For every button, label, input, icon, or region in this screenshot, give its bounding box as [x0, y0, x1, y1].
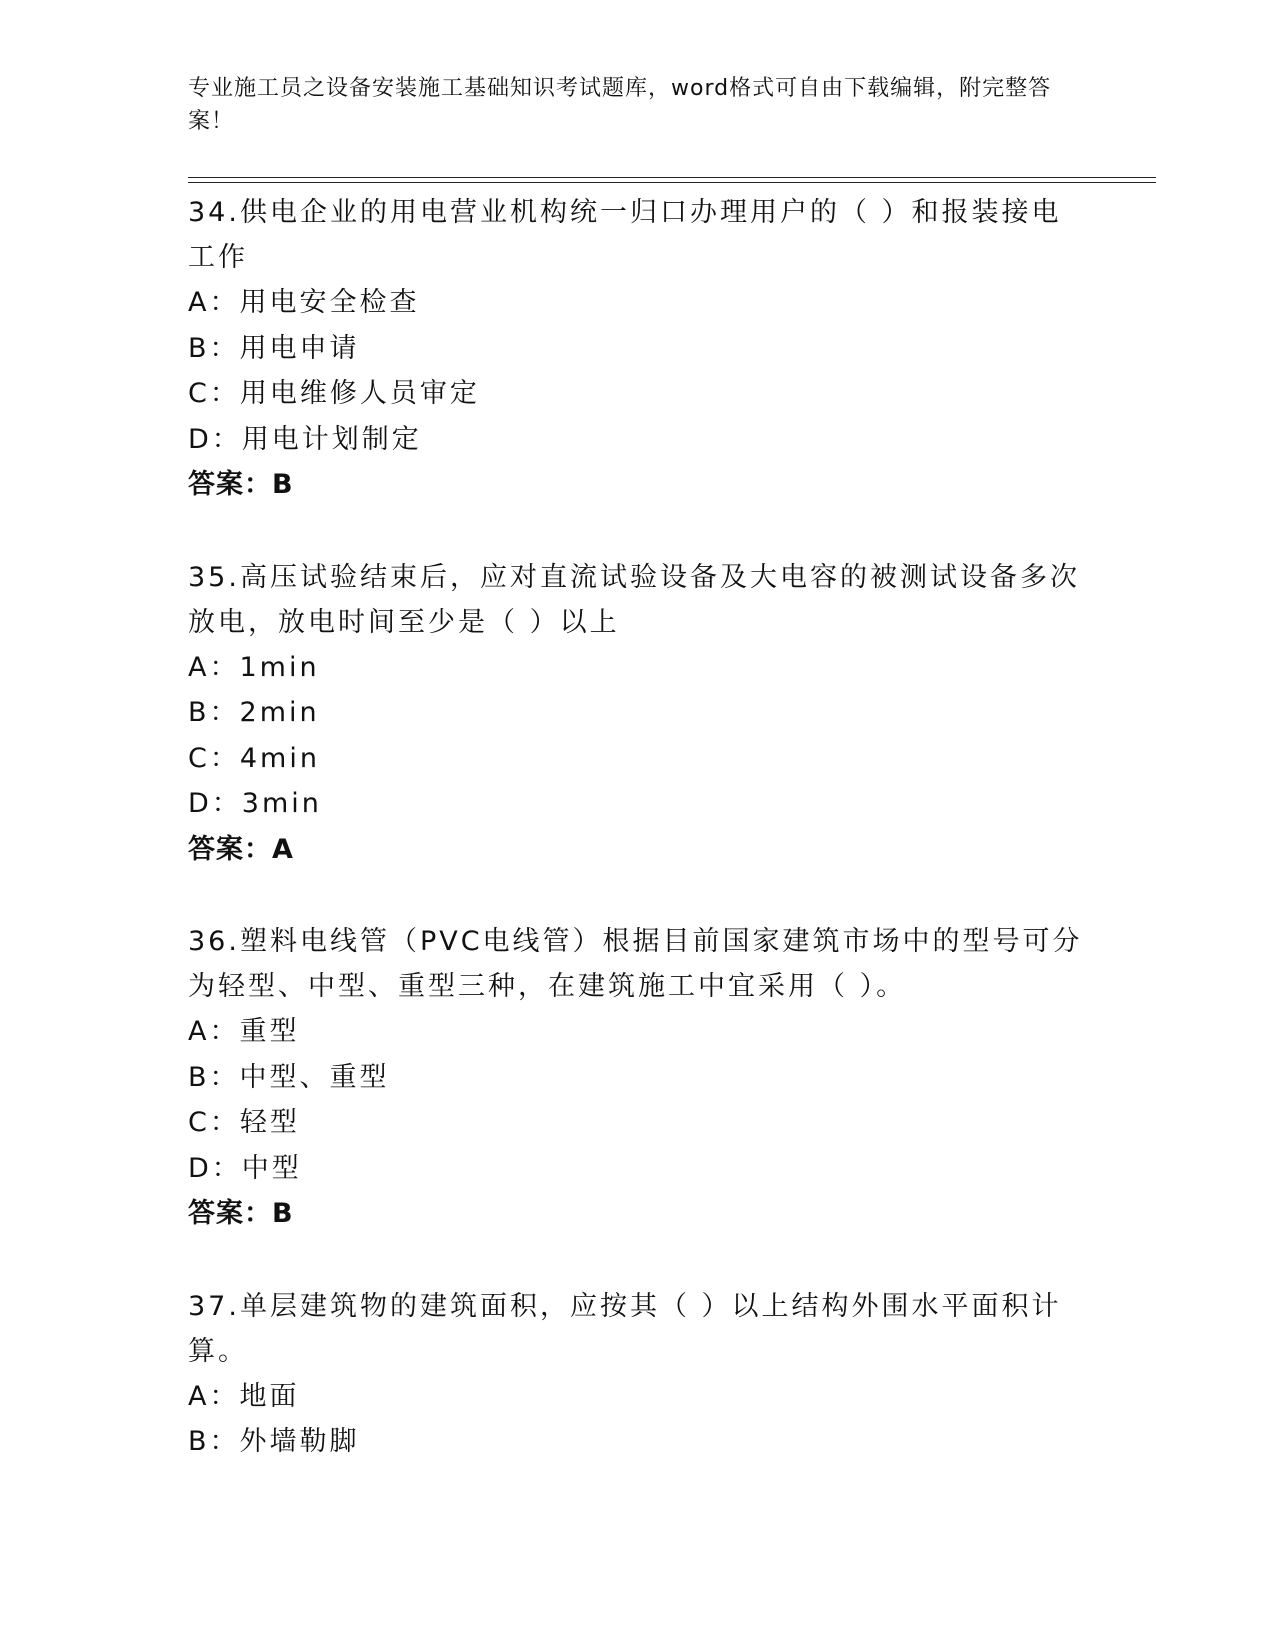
option-letter: B： [188, 1426, 240, 1457]
option-text: 轻型 [239, 1107, 300, 1138]
header-divider-bottom [188, 182, 1156, 183]
option-letter: B： [188, 1061, 240, 1093]
option-text: 用电申请 [239, 332, 360, 364]
option-b [188, 1055, 1088, 1101]
option-letter: D： [188, 423, 242, 455]
question-number: 34. [188, 197, 240, 228]
option-text: 中型 [241, 1152, 302, 1184]
option-a [188, 1009, 1088, 1055]
question-text: 供电企业的用电营业机构统一归口办理用户的（ ）和报装接电工作 [188, 197, 1062, 273]
option-c [188, 371, 1088, 417]
option-text: 用电计划制定 [241, 423, 422, 455]
option-c [188, 1100, 1088, 1146]
answer-line: 答案：B [188, 469, 294, 500]
option-text: 外墙勒脚 [239, 1426, 360, 1457]
document-header [188, 72, 1078, 138]
option-letter: D： [188, 788, 242, 819]
question-36 [188, 919, 1088, 1237]
option-b [188, 326, 1088, 372]
option-d [188, 781, 1088, 827]
option-a [188, 280, 1088, 326]
option-a [188, 645, 1088, 691]
option-letter: A： [188, 1016, 240, 1047]
option-text: 4min [239, 742, 320, 774]
option-letter: C： [188, 1107, 240, 1138]
option-d [188, 417, 1088, 463]
answer-line: 答案：B [188, 1198, 294, 1229]
option-letter: B： [188, 332, 240, 364]
option-letter: B： [188, 697, 240, 728]
header-text: 专业施工员之设备安装施工基础知识考试题库，word格式可自由下载编辑，附完整答案！ [188, 76, 1052, 134]
option-text: 1min [239, 651, 320, 683]
option-b [188, 1419, 1088, 1465]
question-text: 单层建筑物的建筑面积，应按其（ ）以上结构外围水平面积计算。 [188, 1290, 1062, 1367]
option-letter: A： [188, 287, 240, 318]
option-letter: A： [188, 651, 240, 683]
question-stem [188, 1284, 1088, 1374]
question-stem [188, 190, 1088, 280]
question-stem [188, 919, 1088, 1009]
question-number: 35. [188, 561, 240, 593]
question-34 [188, 190, 1088, 508]
option-text: 重型 [239, 1016, 300, 1047]
option-letter: C： [188, 378, 240, 409]
question-list [188, 190, 1088, 1512]
option-text: 中型、重型 [239, 1061, 390, 1093]
option-letter: C： [188, 742, 240, 774]
option-letter: D： [188, 1152, 242, 1184]
question-text: 高压试验结束后，应对直流试验设备及大电容的被测试设备多次放电，放电时间至少是（ ）以上 [188, 561, 1080, 638]
header-divider-top [188, 177, 1156, 178]
option-letter: A： [188, 1380, 240, 1412]
question-35 [188, 555, 1088, 873]
option-text: 用电维修人员审定 [239, 378, 480, 409]
option-text: 3min [241, 788, 322, 819]
option-text: 2min [239, 697, 320, 728]
option-b [188, 690, 1088, 736]
option-c [188, 736, 1088, 782]
option-text: 地面 [239, 1380, 300, 1412]
question-number: 36. [188, 926, 240, 957]
answer-line: 答案：A [188, 833, 294, 865]
question-text: 塑料电线管（PVC电线管）根据目前国家建筑市场中的型号可分为轻型、中型、重型三种，在建筑施工中宜采用（ ）。 [188, 926, 1083, 1002]
option-d [188, 1146, 1088, 1192]
option-text: 用电安全检查 [239, 287, 420, 318]
option-a [188, 1374, 1088, 1420]
question-stem [188, 555, 1088, 645]
question-number: 37. [188, 1290, 240, 1322]
question-37 [188, 1284, 1088, 1465]
